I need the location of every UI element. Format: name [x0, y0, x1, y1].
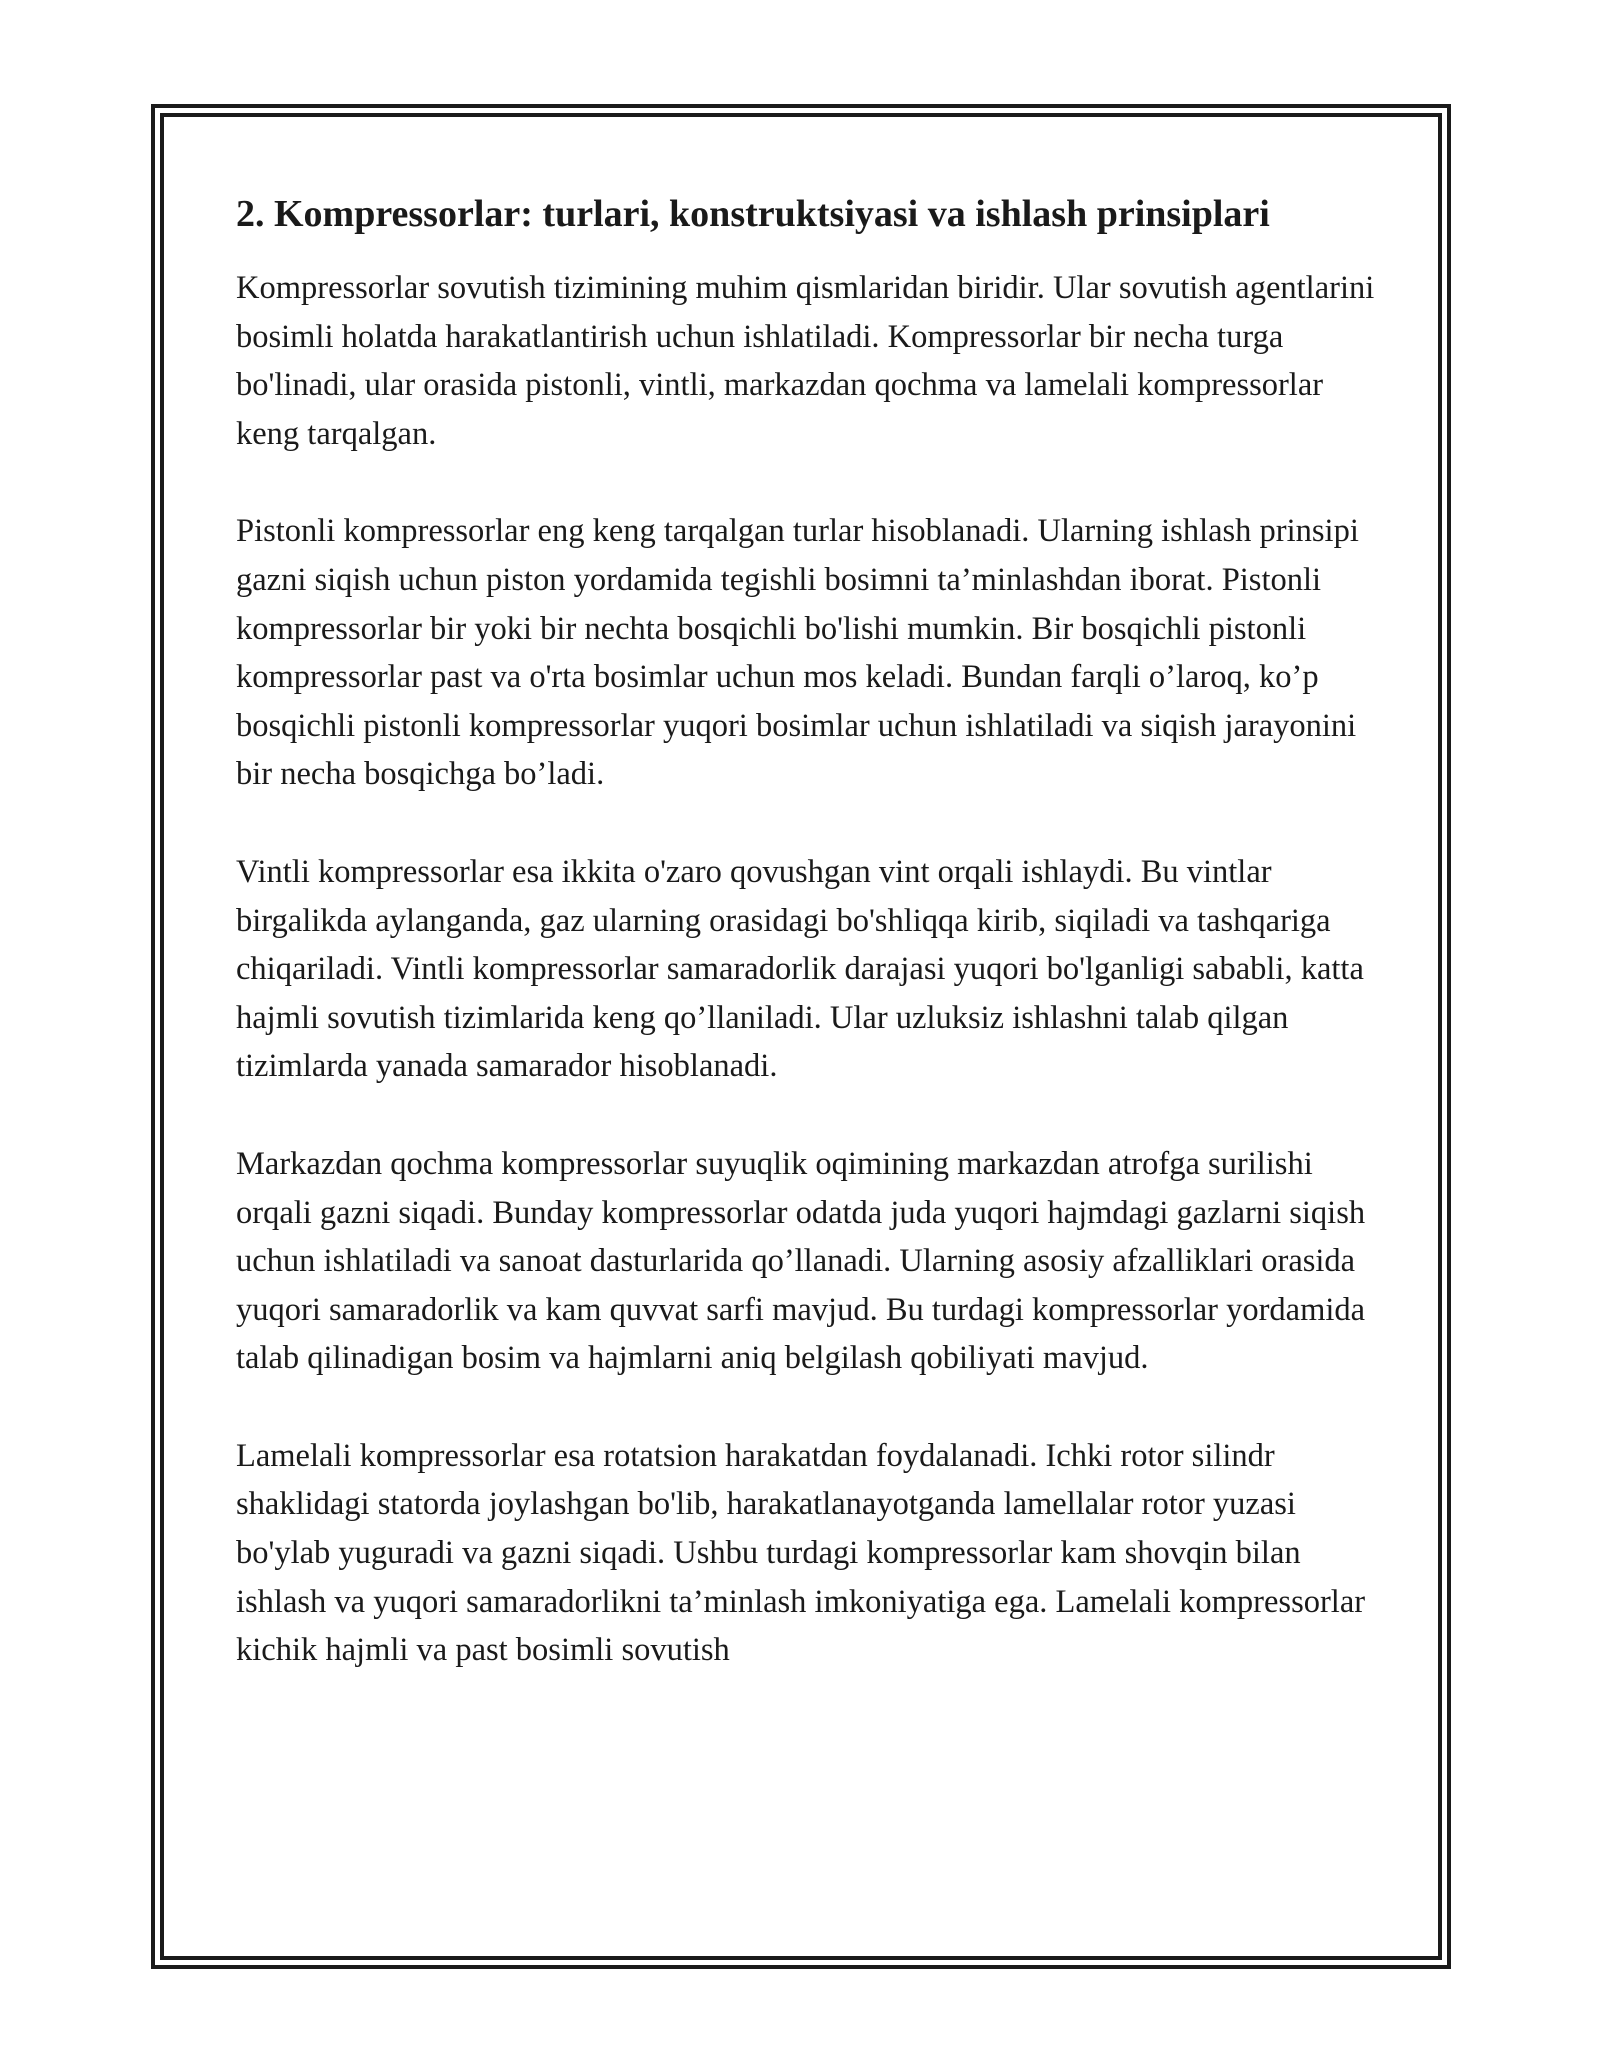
paragraph-centrifugal: Markazdan qochma kompressorlar suyuqlik oqimining markazdan atrofga surilishi orqali gazni siqadi. Bunday kompressorlar odatda juda yuqori hajmdagi gazlarni siqish uchun ishlatiladi va sanoat dasturlarida qo’llanadi. Ularning asosiy afzalliklari orasida yuqori samaradorlik va kam quvvat sarfi mavjud. Bu turdagi kompressorlar yordamida talab qilinadigan bosim va hajmlarni aniq belgilash qobiliyati mavjud. — [236, 1145, 1366, 1377]
document-body — [236, 186, 1376, 1675]
paragraph-piston: Pistonli kompressorlar eng keng tarqalgan turlar hisoblanadi. Ularning ishlash prinsipi gazni siqish uchun piston yordamida tegishli bosimni ta’minlashdan iborat. Pistonli kompressorlar bir yoki bir nechta bosqichli bo'lishi mumkin. Bir bosqichli pistonli kompressorlar past va o'rta bosimlar uchun mos keladi. Bundan farqli o’laroq, ko’p bosqichli pistonli kompressorlar yuqori bosimlar uchun ishlatiladi va siqish jarayonini bir necha bosqichga bo’ladi. — [236, 513, 1359, 793]
paragraph-intro: Kompressorlar sovutish tizimining muhim qismlaridan biridir. Ular sovutish agentlarini bosimli holatda harakatlantirish uchun ishlatiladi. Kompressorlar bir necha turga bo'linadi, ular orasida pistonli, vintli, markazdan qochma va lamelali kompressorlar keng tarqalgan. — [236, 270, 1375, 452]
section-heading: 2. Kompressorlar: turlari, konstruktsiyasi va ishlash prinsiplari — [236, 193, 1270, 235]
paragraph-screw: Vintli kompressorlar esa ikkita o'zaro qovushgan vint orqali ishlaydi. Bu vintlar birgalikda aylanganda, gaz ularning orasidagi bo'shliqqa kirib, siqiladi va tashqariga chiqariladi. Vintli kompressorlar samaradorlik darajasi yuqori bo'lganligi sababli, katta hajmli sovutish tizimlarida keng qo’llaniladi. Ular uzluksiz ishlashni talab qilgan tizimlarda yanada samarador hisoblanadi. — [236, 853, 1364, 1085]
paragraph-vane: Lamelali kompressorlar esa rotatsion harakatdan foydalanadi. Ichki rotor silindr shaklidagi statorda joylashgan bo'lib, harakatlanayotganda lamellalar rotor yuzasi bo'ylab yuguradi va gazni siqadi. Ushbu turdagi kompressorlar kam shovqin bilan ishlash va yuqori samaradorlikni ta’minlash imkoniyatiga ega. Lamelali kompressorlar kichik hajmli va past bosimli sovutish — [236, 1437, 1366, 1669]
